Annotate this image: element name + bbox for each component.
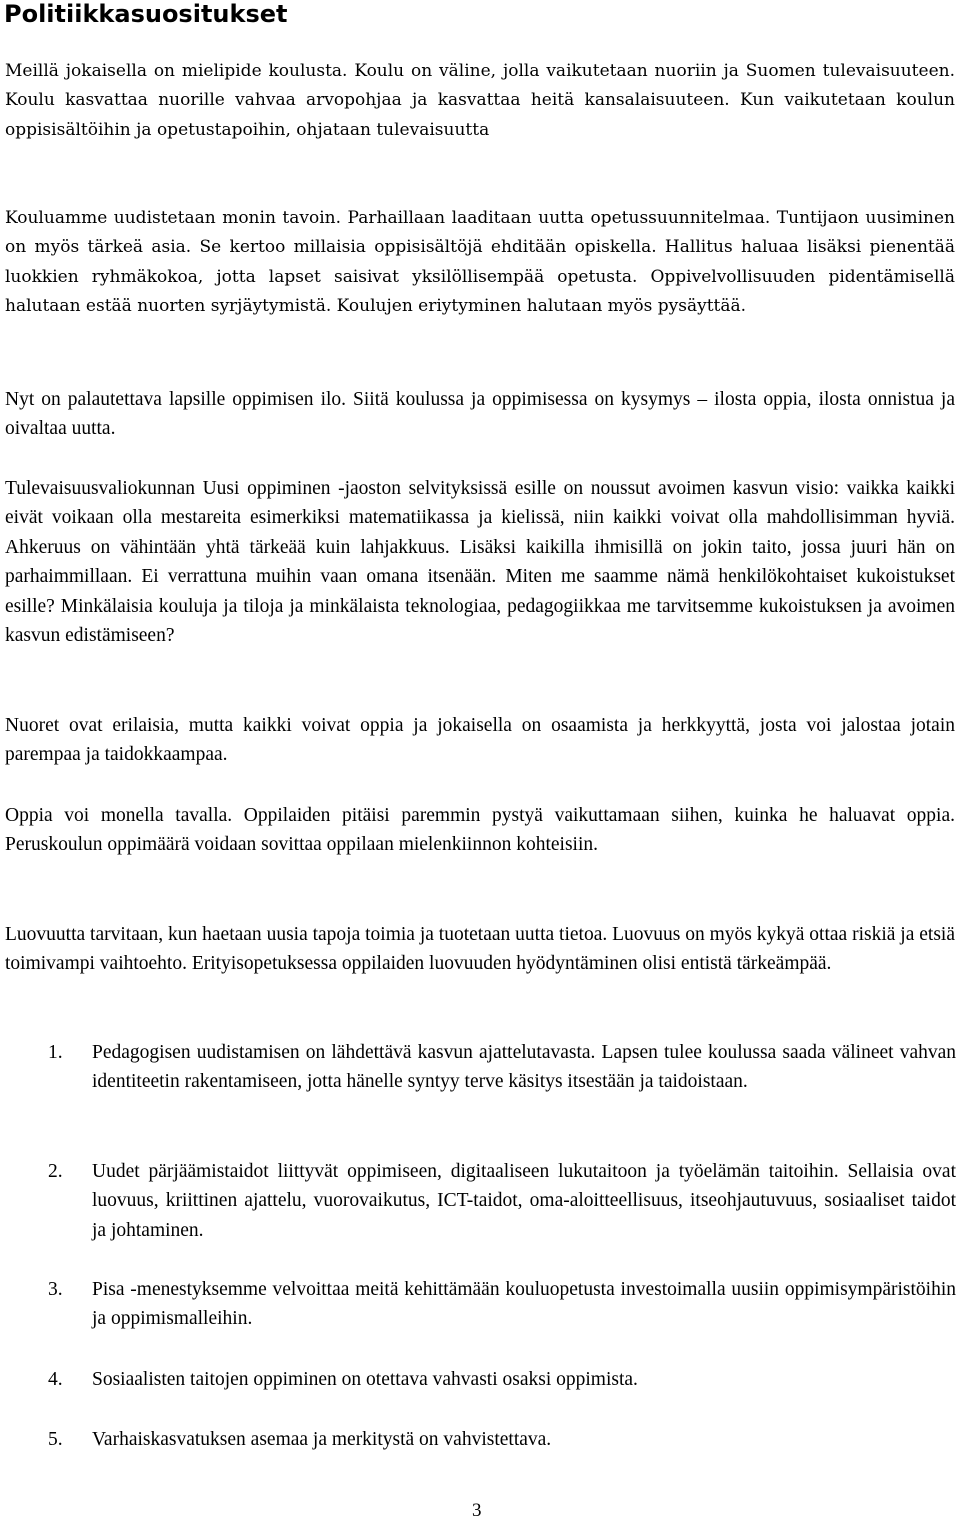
page-title: Politiikkasuositukset xyxy=(4,0,288,28)
list-item-number: 1. xyxy=(48,1042,63,1063)
list-item-number: 2. xyxy=(48,1161,63,1182)
list-item-text: Sosiaalisten taitojen oppiminen on otettava vahvasti osaksi oppimista. xyxy=(92,1369,638,1390)
paragraph-3: Nyt on palautettava lapsille oppimisen ilo. Siitä koulussa ja oppimisessa on kysymys – ilosta oppia, ilosta onnistua ja oivaltaa uutta. xyxy=(5,389,955,440)
paragraph-2: Kouluamme uudistetaan monin tavoin. Parhaillaan laaditaan uutta opetussuunnitelmaa. Tuntijaon uusiminen on myös tärkeä asia. Se kertoo millaisia oppisisältöjä ehditään opiskella. Hallitus haluaa lisäksi pienentää luokkien ryhmäkokoa, jotta lapset saisivat yksilöllisempää opetusta. Oppivelvollisuuden pidentämisellä halutaan estää nuorten syrjäytymistä. Koulujen eriytyminen halutaan myös pysäyttää. xyxy=(5,208,955,317)
page-number: 3 xyxy=(472,1500,482,1521)
list-item-text: Pisa -menestyksemme velvoittaa meitä kehittämään kouluopetusta investoimalla uusiin oppimisympäristöihin ja oppimismalleihin. xyxy=(92,1279,956,1330)
paragraph-7: Luovuutta tarvitaan, kun haetaan uusia tapoja toimia ja tuotetaan uutta tietoa. Luovuus on myös kykyä ottaa riskiä ja etsiä toimivampi vaihtoehto. Erityisopetuksessa oppilaiden luovuuden hyödyntäminen olisi entistä tärkeämpää. xyxy=(5,924,955,975)
list-item-number: 3. xyxy=(48,1279,63,1300)
list-item-text: Varhaiskasvatuksen asemaa ja merkitystä on vahvistettava. xyxy=(92,1429,552,1450)
list-item-text: Uudet pärjäämistaidot liittyvät oppimiseen, digitaaliseen lukutaitoon ja työelämän taitoihin. Sellaisia ovat luovuus, kriittinen ajattelu, vuorovaikutus, ICT-taidot, oma-aloitteellisuus, itseohjautuvuus, sosiaaliset taidot ja johtaminen. xyxy=(92,1161,956,1241)
list-item-number: 5. xyxy=(48,1429,63,1450)
list-item-number: 4. xyxy=(48,1369,63,1390)
paragraph-1: Meillä jokaisella on mielipide koulusta. Koulu on väline, jolla vaikutetaan nuoriin ja Suomen tulevaisuuteen. Koulu kasvattaa nuorille vahvaa arvopohjaa ja kasvattaa heitä kansalaisuuteen. Kun vaikutetaan koulun oppisisältöihin ja opetustapoihin, ohjataan tulevaisuutta xyxy=(5,61,955,140)
paragraph-6: Oppia voi monella tavalla. Oppilaiden pitäisi paremmin pystyä vaikuttamaan siihen, kuinka he haluavat oppia. Peruskoulun oppimäärä voidaan sovittaa oppilaan mielenkiinnon kohteisiin. xyxy=(5,805,955,856)
list-item-text: Pedagogisen uudistamisen on lähdettävä kasvun ajattelutavasta. Lapsen tulee koulussa saada välineet vahvan identiteetin rakentamiseen, jotta hänelle syntyy terve käsitys itsestään ja taidoistaan. xyxy=(92,1042,956,1093)
paragraph-4: Tulevaisuusvaliokunnan Uusi oppiminen -jaoston selvityksissä esille on noussut avoimen kasvun visio: vaikka kaikki eivät voikaan olla mestareita esimerkiksi matematiikassa ja kielissä, niin kaikki voivat olla mahdollisimman hyviä. Ahkeruus on vähintään yhtä tärkeää kuin lahjakkuus. Lisäksi kaikilla ihmisillä on jokin taito, jossa juuri hän on parhaimmillaan. Ei verrattuna muihin vaan omana itsenään. Miten me saamme nämä henkilökohtaiset kukoistukset esille? Minkälaisia kouluja ja tiloja ja minkälaista teknologiaa, pedagogiikkaa me tarvitsemme kukoistuksen ja avoimen kasvun edistämiseen? xyxy=(5,478,955,647)
paragraph-5: Nuoret ovat erilaisia, mutta kaikki voivat oppia ja jokaisella on osaamista ja herkkyyttä, josta voi jalostaa jotain parempaa ja taidokkaampaa. xyxy=(5,715,955,766)
